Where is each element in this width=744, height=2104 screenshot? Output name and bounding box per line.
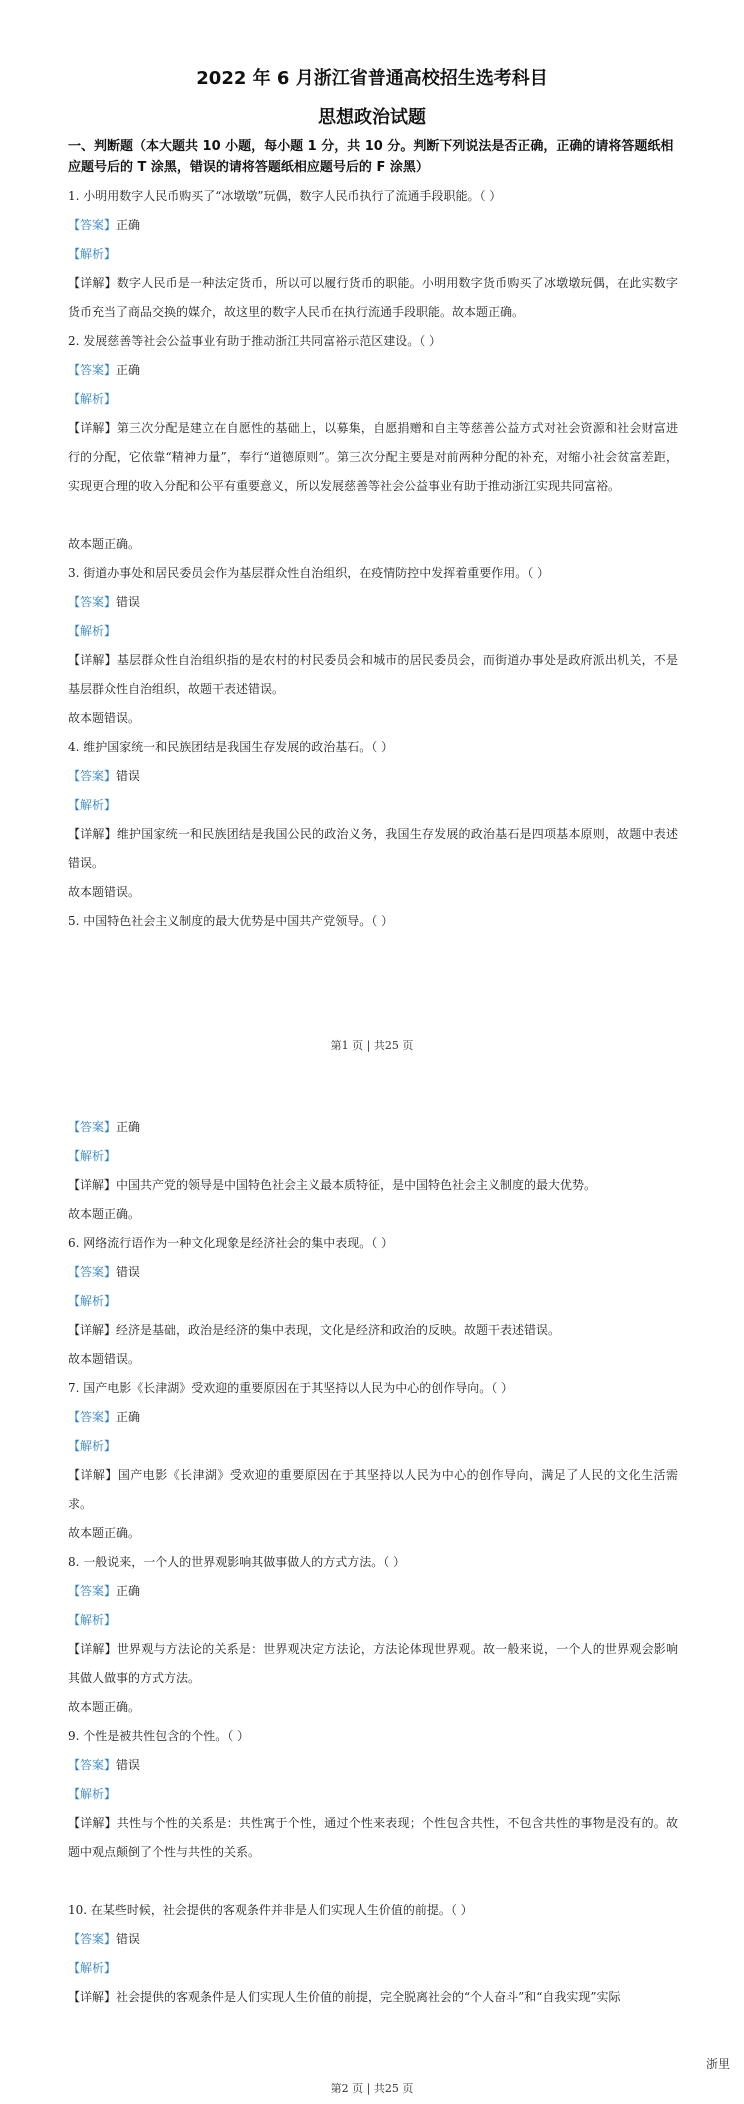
page-footer: 第1 页 | 共25 页	[330, 1039, 414, 1052]
answer-row	[68, 211, 678, 240]
analysis-label: 【解析】	[68, 1149, 117, 1163]
answer-row	[68, 1403, 678, 1432]
detail-text: 第三次分配是建立在自愿性的基础上，以募集，自愿捐赠和自主等慈善公益方式对社会资源和社会财富进行的分配，它依靠“精神力量”，奉行“道德原则”。第三次分配主要是对前两种分配的补充，对缩小社会贫富差距，实现更合理的收入分配和公平有重要意义，所以发展慈善等社会公益事业有助于推动浙江实现共同富裕。	[68, 421, 678, 493]
detail-row	[68, 820, 678, 878]
conclusion: 故本题错误。	[68, 885, 141, 899]
question-9: 9. 个性是被共性包含的个性。（ ）	[68, 1729, 250, 1743]
answer-row	[68, 1113, 678, 1142]
answer-value: 错误	[116, 769, 141, 783]
analysis-label: 【解析】	[68, 247, 117, 261]
detail-row	[68, 1461, 678, 1519]
page-footer: 第2 页 | 共25 页	[330, 2082, 414, 2095]
answer-label: 【答案】	[68, 1120, 117, 1134]
detail-text: 数字人民币是一种法定货币，所以可以履行货币的职能。小明用数字货币购买了冰墩墩玩偶，在此实数字货币充当了商品交换的媒介，故这里的数字人民币在执行流通手段职能。故本题正确。	[68, 276, 678, 319]
detail-row	[68, 1635, 678, 1693]
question-2: 2. 发展慈善等社会公益事业有助于推动浙江共同富裕示范区建设。（ ）	[68, 334, 442, 348]
answer-row	[68, 762, 678, 791]
question-1: 1. 小明用数字人民币购买了“冰墩墩”玩偶，数字人民币执行了流通手段职能。（ ）	[68, 189, 502, 203]
answer-label: 【答案】	[68, 1932, 117, 1946]
analysis-label: 【解析】	[68, 1613, 117, 1627]
answer-value: 错误	[116, 1932, 141, 1946]
question-3: 3. 街道办事处和居民委员会作为基层群众性自治组织，在疫情防控中发挥着重要作用。（ ）	[68, 566, 550, 580]
detail-label: 【详解】	[68, 276, 117, 290]
conclusion: 故本题正确。	[68, 1526, 141, 1540]
detail-text: 国产电影《长津湖》受欢迎的重要原因在于其坚持以人民为中心的创作导向，满足了人民的文化生活需求。	[68, 1468, 678, 1511]
conclusion: 故本题正确。	[68, 1700, 141, 1714]
detail-row	[68, 1316, 678, 1345]
analysis-label: 【解析】	[68, 624, 117, 638]
doc-title: 2022 年 6 月浙江省普通高校招生选考科目	[196, 68, 548, 89]
answer-value: 正确	[116, 218, 141, 232]
answer-row	[68, 1925, 678, 1954]
analysis-label: 【解析】	[68, 798, 117, 812]
page-2	[0, 1095, 744, 2104]
answer-label: 【答案】	[68, 218, 117, 232]
detail-label: 【详解】	[68, 1816, 117, 1830]
detail-label: 【详解】	[68, 421, 117, 435]
conclusion: 故本题正确。	[68, 537, 141, 551]
answer-row	[68, 1751, 678, 1780]
detail-row	[68, 1171, 678, 1200]
answer-label: 【答案】	[68, 595, 117, 609]
answer-value: 错误	[116, 595, 141, 609]
detail-row	[68, 646, 678, 704]
conclusion: 故本题错误。	[68, 711, 141, 725]
answer-label: 【答案】	[68, 1265, 117, 1279]
analysis-label: 【解析】	[68, 1961, 117, 1975]
detail-label: 【详解】	[68, 1468, 118, 1482]
doc-subtitle: 思想政治试题	[318, 107, 426, 128]
detail-text: 维护国家统一和民族团结是我国公民的政治义务，我国生存发展的政治基石是四项基本原则，故题中表述错误。	[68, 827, 678, 870]
answer-label: 【答案】	[68, 1410, 117, 1424]
question-5: 5. 中国特色社会主义制度的最大优势是中国共产党领导。（ ）	[68, 914, 394, 928]
question-10: 10. 在某些时候，社会提供的客观条件并非是人们实现人生价值的前提。（ ）	[68, 1903, 473, 1917]
detail-row	[68, 1983, 678, 2012]
detail-text: 中国共产党的领导是中国特色社会主义最本质特征，是中国特色社会主义制度的最大优势。	[116, 1178, 597, 1192]
answer-row	[68, 588, 678, 617]
answer-label: 【答案】	[68, 1758, 117, 1772]
analysis-label: 【解析】	[68, 1787, 117, 1801]
detail-text: 世界观与方法论的关系是：世界观决定方法论，方法论体现世界观。故一般来说，一个人的世界观会影响其做人做事的方式方法。	[68, 1642, 678, 1685]
conclusion: 故本题正确。	[68, 1207, 141, 1221]
analysis-label: 【解析】	[68, 1294, 117, 1308]
answer-row	[68, 1577, 678, 1606]
detail-text: 经济是基础，政治是经济的集中表现，文化是经济和政治的反映。故题干表述错误。	[116, 1323, 561, 1337]
answer-value: 正确	[116, 1584, 141, 1598]
answer-value: 正确	[116, 1120, 141, 1134]
detail-row	[68, 1809, 678, 1867]
detail-label: 【详解】	[68, 1642, 117, 1656]
detail-text: 基层群众性自治组织指的是农村的村民委员会和城市的居民委员会，而街道办事处是政府派出机关，不是基层群众性自治组织，故题干表述错误。	[68, 653, 678, 696]
question-4: 4. 维护国家统一和民族团结是我国生存发展的政治基石。（ ）	[68, 740, 394, 754]
detail-text: 共性与个性的关系是：共性寓于个性，通过个性来表现；个性包含共性，不包含共性的事物是没有的。故题中观点颠倒了个性与共性的关系。	[68, 1816, 678, 1859]
answer-label: 【答案】	[68, 363, 117, 377]
detail-label: 【详解】	[68, 1990, 117, 2004]
detail-label: 【详解】	[68, 1323, 117, 1337]
question-7: 7. 国产电影《长津湖》受欢迎的重要原因在于其坚持以人民为中心的创作导向。（ ）	[68, 1381, 514, 1395]
detail-row	[68, 269, 678, 327]
answer-row	[68, 1258, 678, 1287]
analysis-label: 【解析】	[68, 392, 117, 406]
detail-label: 【详解】	[68, 1178, 117, 1192]
detail-label: 【详解】	[68, 827, 117, 841]
question-8: 8. 一般说来，一个人的世界观影响其做事做人的方式方法。（ ）	[68, 1555, 406, 1569]
detail-label: 【详解】	[68, 653, 117, 667]
answer-row	[68, 356, 678, 385]
answer-value: 正确	[116, 1410, 141, 1424]
answer-label: 【答案】	[68, 1584, 117, 1598]
detail-row	[68, 414, 678, 501]
answer-value: 错误	[116, 1265, 141, 1279]
watermark-text: 浙里	[705, 2057, 730, 2071]
analysis-label: 【解析】	[68, 1439, 117, 1453]
answer-value: 正确	[116, 363, 141, 377]
question-6: 6. 网络流行语作为一种文化现象是经济社会的集中表现。（ ）	[68, 1236, 394, 1250]
answer-label: 【答案】	[68, 769, 117, 783]
answer-value: 错误	[116, 1758, 141, 1772]
section-heading: 一、判断题（本大题共 10 小题，每小题 1 分，共 10 分。判断下列说法是否正确，正确的请将答题纸相应题号后的 T 涂黑，错误的请将答题纸相应题号后的 F 涂黑）	[68, 139, 674, 175]
detail-text: 社会提供的客观条件是人们实现人生价值的前提，完全脱离社会的“个人奋斗”和“自我实现”实际	[116, 1990, 621, 2004]
conclusion: 故本题错误。	[68, 1352, 141, 1366]
